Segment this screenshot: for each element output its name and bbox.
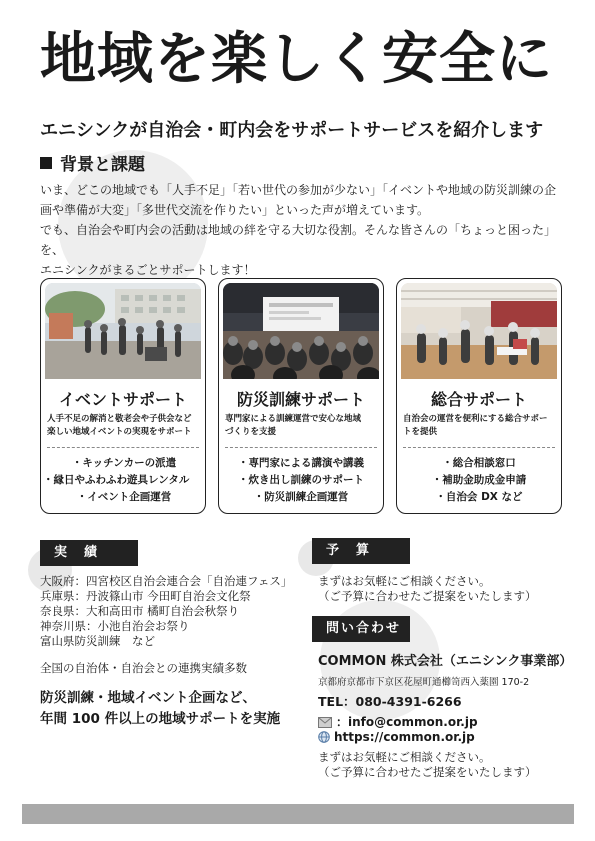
website-row [318, 730, 475, 746]
card-desc-line: 人手不足の解消と敬老会や子供会など [47, 414, 192, 424]
results-list [40, 574, 292, 649]
contact-label: 問い合わせ [312, 616, 410, 642]
divider [47, 447, 199, 448]
budget-line: （ご予算に合わせたご提案をいたします） [318, 589, 537, 603]
budget-label: 予 算 [312, 538, 410, 564]
mail-icon [318, 717, 332, 731]
email-row [318, 713, 478, 731]
card-list [41, 455, 205, 506]
card-list [219, 455, 383, 506]
list-item: ・補助金助成金申請 [431, 474, 527, 486]
card-desc-line: 楽しい地域イベントの実現をサポート [47, 427, 192, 437]
summary-line: 防災訓練・地域イベント企画など、 [40, 690, 256, 706]
phone-number[interactable]: TEL：080-4391-6266 [318, 694, 462, 709]
divider [225, 447, 377, 448]
square-bullet-icon [40, 157, 52, 169]
summary-line: 年間 100 件以上の地域サポートを実施 [40, 711, 281, 727]
budget-text [318, 574, 537, 604]
company-address: 京都府京都市下京区花屋町通櫛笥西入薬園 170-2 [318, 677, 530, 688]
result-line: 大阪府：四宮校区自治会連合会「自治連フェス」 [40, 574, 293, 588]
result-line: 兵庫県：丹波篠山市 今田町自治会文化祭 [40, 589, 251, 603]
page-subtitle: エニシンクが自治会・町内会をサポートサービスを紹介します [40, 120, 544, 141]
card-description [403, 413, 557, 439]
budget-line: まずはお気軽にご相談ください。 [318, 574, 491, 588]
background-line: 画や準備が大変」「多世代交流を作りたい」といった声が増えています。 [40, 203, 430, 217]
list-item: ・縁日やふわふわ遊具レンタル [43, 474, 190, 486]
globe-icon [318, 731, 330, 746]
card-title: イベントサポート [58, 390, 187, 409]
card-desc-line: 専門家による訓練運営で安心な地域 [225, 414, 362, 424]
event-photo [45, 283, 201, 379]
result-line: 富山県防災訓練 など [40, 634, 155, 648]
general-support-card [396, 278, 562, 514]
list-item: ・自治会 DX など [435, 491, 523, 503]
background-line: いま、どこの地域でも「人手不足」「若い世代の参加が少ない」「イベントや地域の防災訓練の企 [40, 183, 557, 197]
list-item: ・炊き出し訓練のサポート [238, 474, 364, 486]
background-text [40, 180, 560, 280]
list-item: ・イベント企画運営 [76, 491, 172, 503]
page-title: 地域を楽しく安全に [40, 27, 553, 92]
seminar-photo [223, 283, 379, 379]
list-item: ・防災訓練企画運営 [253, 491, 349, 503]
card-description [47, 413, 201, 439]
footer-bar [22, 804, 574, 824]
card-desc-line: 自治会の運営を便利にする総合サポー [403, 414, 548, 424]
card-desc-line: づくりを支援 [225, 427, 277, 437]
event-support-card [40, 278, 206, 514]
email-address[interactable]: ：info@common.or.jp [336, 715, 478, 729]
background-heading-text: 背景と課題 [60, 155, 145, 175]
list-item: ・専門家による講演や講義 [238, 457, 364, 469]
result-line: 神奈川県：小池自治会お祭り [40, 619, 190, 633]
card-desc-line: トを提供 [403, 427, 438, 437]
list-item: ・キッチンカーの派遣 [71, 457, 177, 469]
gym-photo [401, 283, 557, 379]
service-cards [40, 278, 562, 514]
card-description [225, 413, 379, 439]
card-title: 総合サポート [430, 390, 527, 409]
results-summary [40, 688, 280, 730]
disaster-drill-support-card [218, 278, 384, 514]
contact-note-line: （ご予算に合わせたご提案をいたします） [318, 765, 537, 779]
list-item: ・総合相談窓口 [442, 457, 516, 469]
background-line: でも、自治会や町内会の活動は地域の絆を守る大切な役割。そんな皆さんの「ちょっと困った」を、 [40, 223, 557, 257]
background-line: エニシンクがまるごとサポートします！ [40, 263, 256, 277]
background-heading [40, 150, 145, 175]
contact-note-line: まずはお気軽にご相談ください。 [318, 750, 491, 764]
result-line: 奈良県：大和高田市 橘町自治会秋祭り [40, 604, 240, 618]
contact-note [318, 750, 537, 780]
card-list [397, 455, 561, 506]
results-note: 全国の自治体・自治会との連携実績多数 [40, 661, 247, 675]
company-name: COMMON 株式会社（エニシンク事業部） [318, 654, 573, 669]
card-title: 防災訓練サポート [236, 390, 365, 409]
website-link[interactable]: https://common.or.jp [334, 730, 475, 744]
results-label: 実 績 [40, 540, 138, 566]
divider [403, 447, 555, 448]
